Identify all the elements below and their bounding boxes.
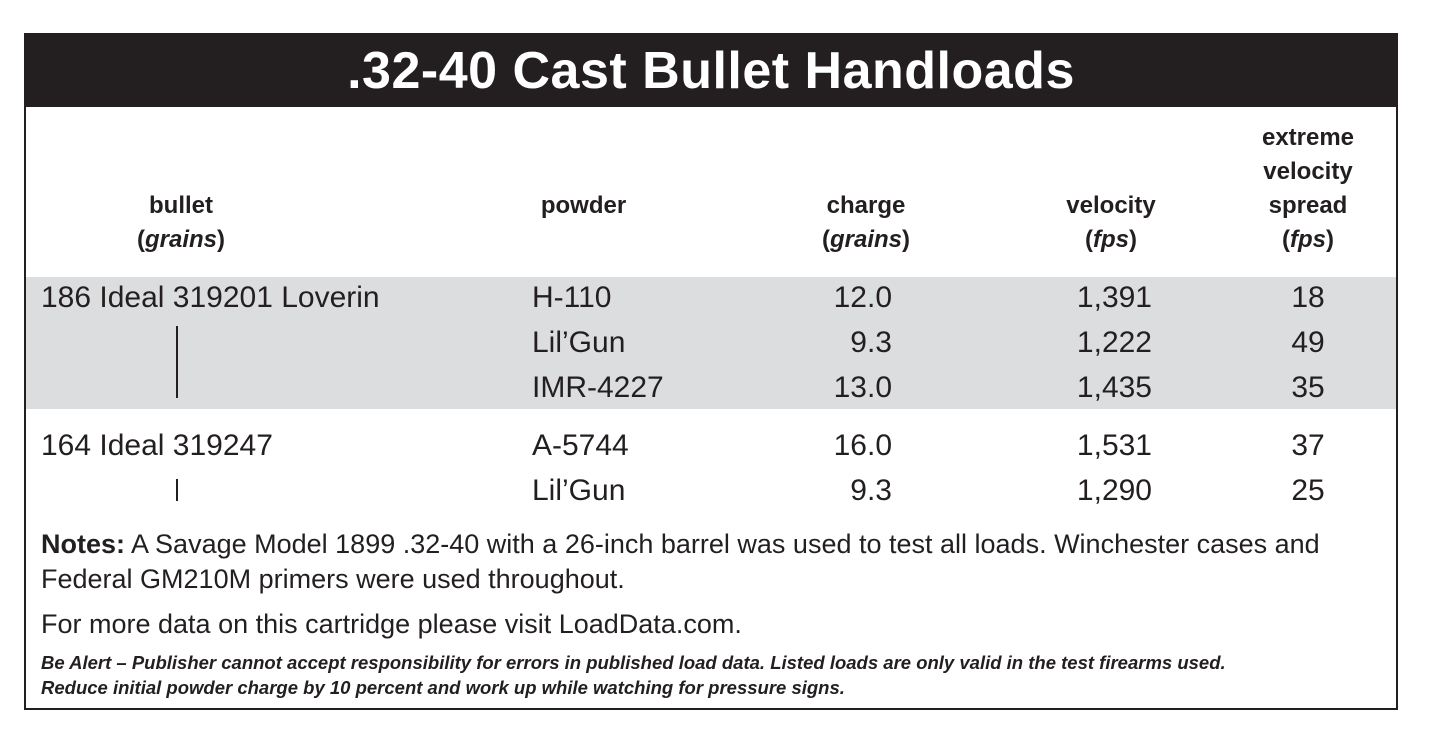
bullet-name: 186 Ideal 319201 Loverin [41,281,380,314]
header-spread-line3: spread [1268,192,1348,219]
header-spread-unit-line [1238,223,1378,257]
header-bullet-unit-line [86,223,276,257]
header-bullet-label: bullet [149,192,213,219]
notes-paragraph [41,527,1391,597]
header-spread [1238,121,1378,257]
paren-open: ( [821,226,830,253]
notes-label: Notes: [41,529,126,559]
header-charge-unit: grains [829,226,903,253]
notes-text: A Savage Model 1899 .32-40 with a 26-inch barrel was used to test all loads. Winchester cases and Federal GM210M primers were used throughout. [41,529,1320,594]
charge-cell: 13.0 [833,371,892,404]
spread-cell: 49 [1291,326,1325,359]
header-charge-label: charge [826,192,906,219]
header-spread-line1: extreme [1261,124,1355,151]
safety-alert-line1: Be Alert – Publisher cannot accept responsibility for errors in published load data. Listed loads are only valid in the test firearms used. [41,652,1226,673]
header-charge-unit-line [771,223,961,257]
paren-close: ) [1129,226,1137,253]
bullet-continuation-line [176,326,178,398]
velocity-cell: 1,222 [1076,326,1152,359]
header-charge [771,189,961,257]
powder-cell: Lil’Gun [532,474,626,507]
powder-cell: Lil’Gun [532,326,626,359]
charge-cell: 9.3 [850,474,892,507]
header-bullet-unit: grains [144,226,218,253]
safety-alert-line2: Reduce initial powder charge by 10 percent and work up while watching for pressure signs. [41,677,845,698]
bullet-name: 164 Ideal 319247 [41,429,273,462]
safety-alert [41,650,1391,700]
powder-cell: IMR-4227 [532,371,664,404]
header-powder-label: powder [540,192,627,219]
more-data-note: For more data on this cartridge please visit LoadData.com. [41,609,742,639]
velocity-cell: 1,391 [1076,281,1152,314]
paren-close: ) [1326,226,1334,253]
paren-close: ) [217,226,226,253]
spread-cell: 25 [1291,474,1325,507]
charge-cell: 9.3 [850,326,892,359]
paren-close: ) [902,226,911,253]
header-velocity-unit: fps [1093,226,1129,253]
header-velocity-unit-line [1016,223,1206,257]
paren-open: ( [1282,226,1290,253]
header-spread-unit: fps [1290,226,1326,253]
header-bullet [86,189,276,257]
spread-cell: 18 [1291,281,1325,314]
spread-cell: 35 [1291,371,1325,404]
powder-cell: A-5744 [532,429,629,462]
load-data-table [24,33,1398,710]
header-powder [486,189,681,223]
title-bar [26,35,1396,107]
velocity-cell: 1,531 [1076,429,1152,462]
velocity-cell: 1,435 [1076,371,1152,404]
charge-cell: 16.0 [833,429,892,462]
velocity-cell: 1,290 [1076,474,1152,507]
header-velocity [1016,189,1206,257]
bullet-continuation-line [176,479,178,501]
powder-cell: H-110 [532,281,612,314]
charge-cell: 12.0 [833,281,892,314]
table-title: .32-40 Cast Bullet Handloads [347,42,1075,100]
header-spread-line2: velocity [1263,158,1353,185]
paren-open: ( [136,226,145,253]
spread-cell: 37 [1291,429,1325,462]
paren-open: ( [1085,226,1093,253]
header-velocity-label: velocity [1066,192,1156,219]
